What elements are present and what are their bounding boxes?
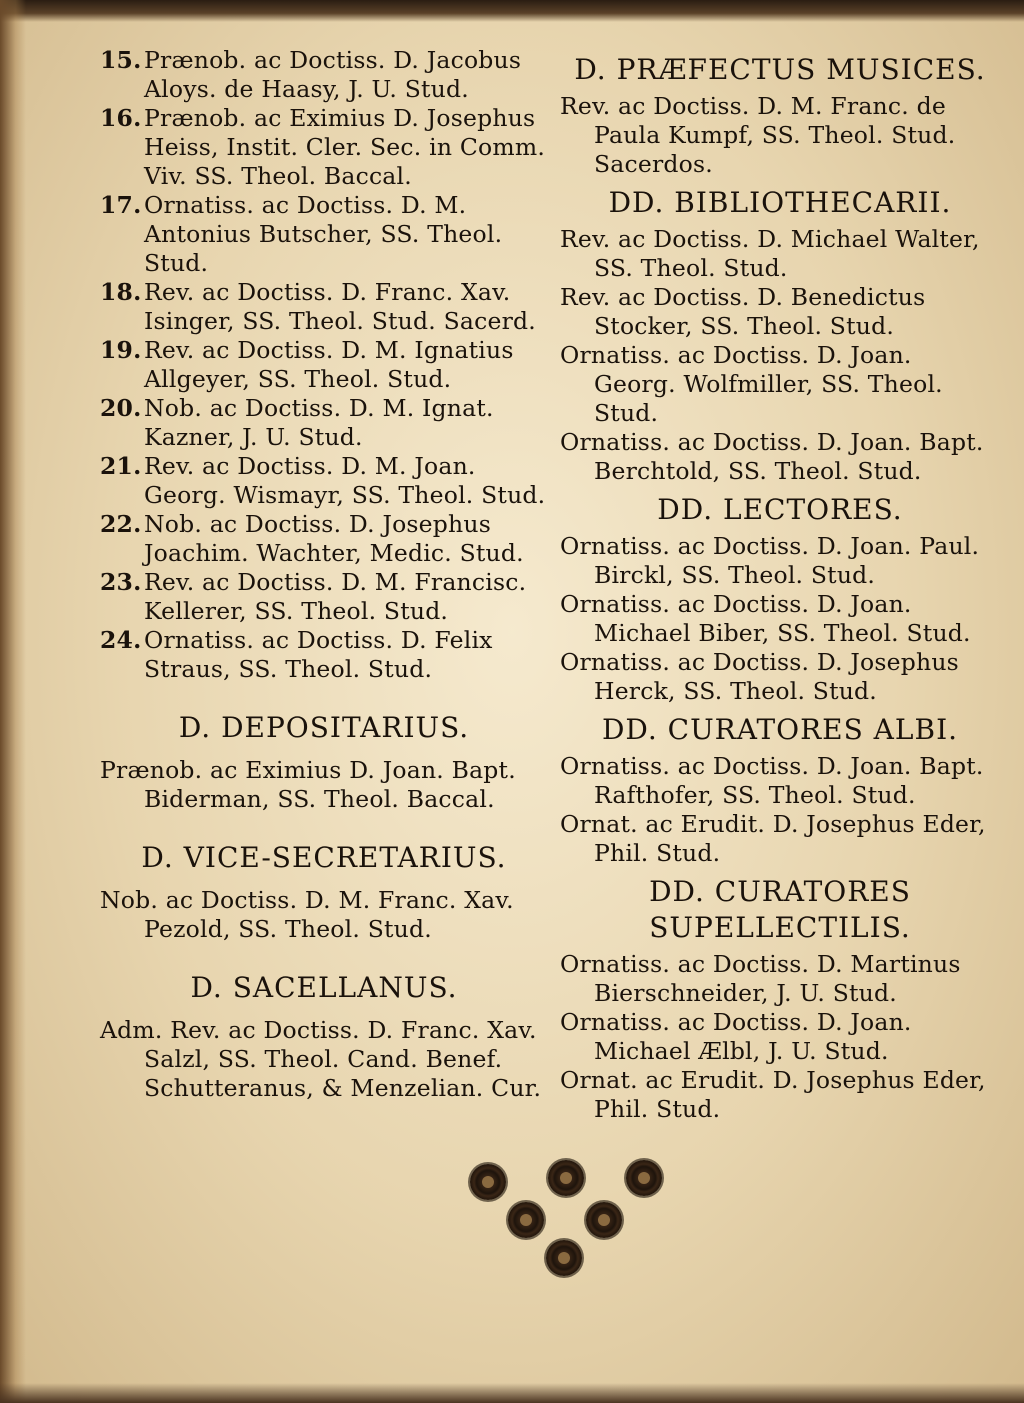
officer-entry: Ornatiss. ac Doctiss. D. Joan. Bapt. Berchtold, SS. Theol. Stud.	[560, 428, 984, 485]
section-heading-curatores-albi: DD. CURATORES ALBI.	[601, 713, 959, 746]
entry-text: Rev. ac Doctiss. D. M. Joan. Georg. Wismayr, SS. Theol. Stud.	[144, 452, 546, 509]
member-entry	[100, 191, 548, 278]
entry-number: 23.	[100, 568, 142, 596]
section-heading-bibliothecarii: DD. BIBLIOTHECARII.	[608, 186, 952, 219]
entry-number: 24.	[100, 626, 142, 654]
officer-entry: Ornatiss. ac Doctiss. D. Joan. Paul. Birckl, SS. Theol. Stud.	[560, 532, 980, 589]
officer-entry: Adm. Rev. ac Doctiss. D. Franc. Xav. Salzl, SS. Theol. Cand. Benef. Schutteranus, & Menzelian. Cur.	[100, 1016, 542, 1102]
member-entry	[100, 104, 548, 191]
member-entry	[100, 452, 548, 510]
member-entry	[100, 336, 548, 394]
fleuron-ornament-icon	[508, 1202, 544, 1238]
section-heading-lectores: DD. LECTORES.	[657, 493, 903, 526]
section-heading-vice-secretarius: D. VICE-SECRETARIUS.	[141, 841, 507, 874]
section-heading-curatores-supellectilis: DD. CURATORES SUPELLECTILIS.	[649, 875, 911, 944]
right-column	[560, 46, 1000, 1124]
entry-text: Ornatiss. ac Doctiss. D. Felix Straus, SS. Theol. Stud.	[144, 626, 493, 683]
member-entry	[100, 394, 548, 452]
entry-text: Rev. ac Doctiss. D. M. Francisc. Kellerer, SS. Theol. Stud.	[144, 568, 527, 625]
entry-text: Prænob. ac Doctiss. D. Jacobus Aloys. de Haasy, J. U. Stud.	[144, 46, 522, 103]
member-entry	[100, 510, 548, 568]
officer-entry: Ornat. ac Erudit. D. Josephus Eder, Phil. Stud.	[560, 1066, 986, 1123]
officer-entry: Ornat. ac Erudit. D. Josephus Eder, Phil. Stud.	[560, 810, 986, 867]
entry-text: Rev. ac Doctiss. D. M. Ignatius Allgeyer, SS. Theol. Stud.	[144, 336, 514, 393]
section-heading-praefectus-musices: D. PRÆFECTUS MUSICES.	[574, 53, 986, 86]
entry-text: Ornatiss. ac Doctiss. D. M. Antonius Butscher, SS. Theol. Stud.	[144, 191, 503, 277]
officer-entry: Ornatiss. ac Doctiss. D. Martinus Bierschneider, J. U. Stud.	[560, 950, 961, 1007]
entry-number: 19.	[100, 336, 142, 364]
officer-entry: Ornatiss. ac Doctiss. D. Joan. Michael Biber, SS. Theol. Stud.	[560, 590, 971, 647]
section-heading-depositarius: D. DEPOSITARIUS.	[178, 711, 470, 744]
entry-text: Nob. ac Doctiss. D. Josephus Joachim. Wachter, Medic. Stud.	[144, 510, 524, 567]
entry-text: Rev. ac Doctiss. D. Franc. Xav. Isinger, SS. Theol. Stud. Sacerd.	[144, 278, 536, 335]
member-entry	[100, 626, 548, 684]
page-bottom-edge	[0, 1383, 1024, 1403]
officer-entry: Prænob. ac Eximius D. Joan. Bapt. Biderman, SS. Theol. Baccal.	[100, 756, 516, 813]
entry-number: 18.	[100, 278, 142, 306]
left-column	[100, 46, 548, 1103]
member-entry	[100, 278, 548, 336]
section-heading-sacellanus: D. SACELLANUS.	[190, 971, 458, 1004]
officer-entry: Ornatiss. ac Doctiss. D. Joan. Bapt. Rafthofer, SS. Theol. Stud.	[560, 752, 984, 809]
officer-entry: Ornatiss. ac Doctiss. D. Josephus Herck, SS. Theol. Stud.	[560, 648, 959, 705]
entry-number: 15.	[100, 46, 142, 74]
officer-entry: Rev. ac Doctiss. D. Michael Walter, SS. Theol. Stud.	[560, 225, 980, 282]
officer-entry: Rev. ac Doctiss. D. M. Franc. de Paula Kumpf, SS. Theol. Stud. Sacerdos.	[560, 92, 956, 178]
officer-entry: Ornatiss. ac Doctiss. D. Joan. Georg. Wolfmiller, SS. Theol. Stud.	[560, 341, 943, 427]
page-binding-edge	[0, 0, 26, 1403]
officer-entry: Rev. ac Doctiss. D. Benedictus Stocker, SS. Theol. Stud.	[560, 283, 926, 340]
printer-ornament-group	[450, 1150, 690, 1290]
entry-number: 17.	[100, 191, 142, 219]
entry-number: 21.	[100, 452, 142, 480]
fleuron-ornament-icon	[470, 1164, 506, 1200]
entry-number: 22.	[100, 510, 142, 538]
fleuron-ornament-icon	[546, 1240, 582, 1276]
entry-text: Prænob. ac Eximius D. Josephus Heiss, Instit. Cler. Sec. in Comm. Viv. SS. Theol. Baccal.	[144, 104, 545, 190]
entry-number: 20.	[100, 394, 142, 422]
page-top-edge	[0, 0, 1024, 22]
member-entry	[100, 46, 548, 104]
member-entry	[100, 568, 548, 626]
entry-number: 16.	[100, 104, 142, 132]
fleuron-ornament-icon	[586, 1202, 622, 1238]
officer-entry: Ornatiss. ac Doctiss. D. Joan. Michael Ælbl, J. U. Stud.	[560, 1008, 912, 1065]
fleuron-ornament-icon	[626, 1160, 662, 1196]
fleuron-ornament-icon	[548, 1160, 584, 1196]
entry-text: Nob. ac Doctiss. D. M. Ignat. Kazner, J. U. Stud.	[144, 394, 494, 451]
officer-entry: Nob. ac Doctiss. D. M. Franc. Xav. Pezold, SS. Theol. Stud.	[100, 886, 514, 943]
